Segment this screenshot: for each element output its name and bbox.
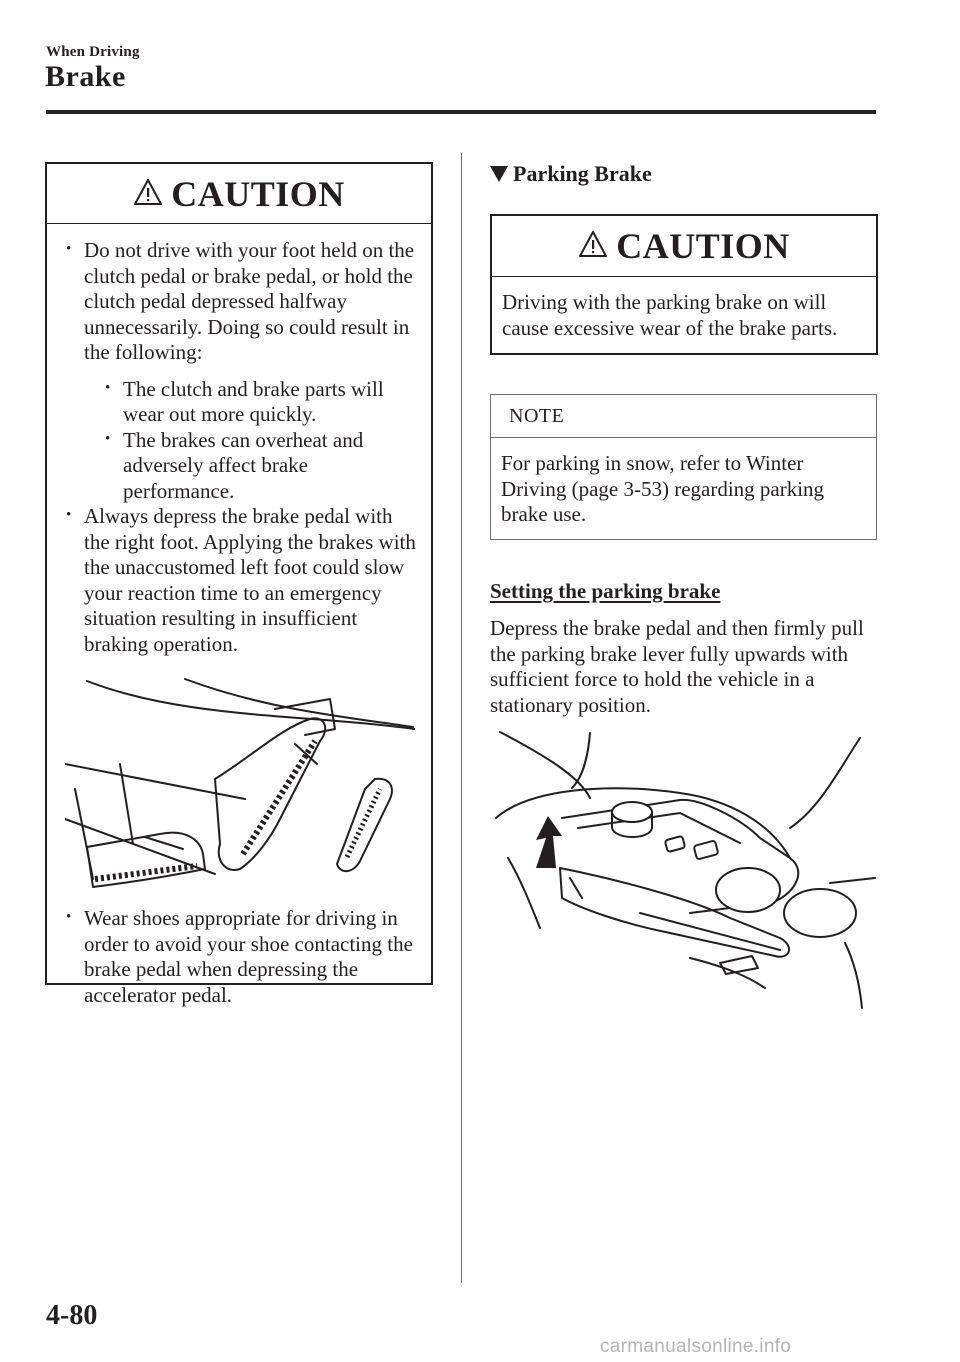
caution-item-text: Do not drive with your foot held on the clutch pedal or brake pedal, or hold the clutch pedal depressed halfway unnecessarily. Doing so could result in the following: xyxy=(84,238,415,364)
note-box xyxy=(490,394,877,540)
page-title: Brake xyxy=(45,60,126,93)
caution-subitem-text: The brakes can overheat and adversely affect brake performance. xyxy=(123,427,364,503)
warning-icon xyxy=(133,178,163,206)
caution-title: CAUTION xyxy=(171,173,345,214)
caution-title: CAUTION xyxy=(616,226,790,266)
caution-subitem xyxy=(102,428,423,505)
parking-brake-heading xyxy=(489,161,652,187)
parking-brake-title: Parking Brake xyxy=(513,161,652,186)
caution-list-continued xyxy=(63,906,423,1008)
caution-text: Driving with the parking brake on will cause excessive wear of the brake parts. xyxy=(502,290,838,340)
caution-subitem-text: The clutch and brake parts will wear out more quickly. xyxy=(123,376,384,426)
caution-content-after-figure xyxy=(63,906,423,1008)
caution-subitem xyxy=(102,377,423,428)
setting-heading: Setting the parking brake xyxy=(490,579,721,603)
note-title: NOTE xyxy=(491,395,876,438)
triangle-down-icon xyxy=(489,165,509,183)
caution-item xyxy=(63,504,423,657)
caution-item xyxy=(63,238,423,504)
section-label: When Driving xyxy=(46,44,140,60)
column-divider xyxy=(461,153,462,1283)
warning-icon xyxy=(578,230,608,258)
page-number: 4-80 xyxy=(46,1300,98,1331)
caution-sublist xyxy=(84,377,423,505)
caution-item-text: Always depress the brake pedal with the right foot. Applying the brakes with the unaccustomed left foot could slow your reaction time to an emergency situation resulting in insufficient braking operation. xyxy=(84,504,416,656)
setting-text: Depress the brake pedal and then firmly pull the parking brake lever fully upwards with sufficient force to hold the vehicle in a stationary position. xyxy=(490,616,864,717)
caution-item-text: Wear shoes appropriate for driving in order to avoid your shoe contacting the brake pedal when depressing the accelerator pedal. xyxy=(84,906,413,1007)
caution-content xyxy=(47,224,431,657)
caution-header xyxy=(47,164,431,224)
note-text: For parking in snow, refer to Winter Driving (page 3-53) regarding parking brake use. xyxy=(501,451,825,526)
caution-box-left xyxy=(45,162,433,1007)
caution-item xyxy=(63,906,423,1008)
caution-header xyxy=(492,216,876,277)
caution-list xyxy=(63,238,423,657)
pedal-illustration xyxy=(65,669,415,899)
parking-brake-illustration xyxy=(490,728,886,1010)
header-rule xyxy=(46,110,876,114)
caution-box-right xyxy=(490,214,878,355)
watermark: carmanualsonline.info xyxy=(600,1336,792,1357)
